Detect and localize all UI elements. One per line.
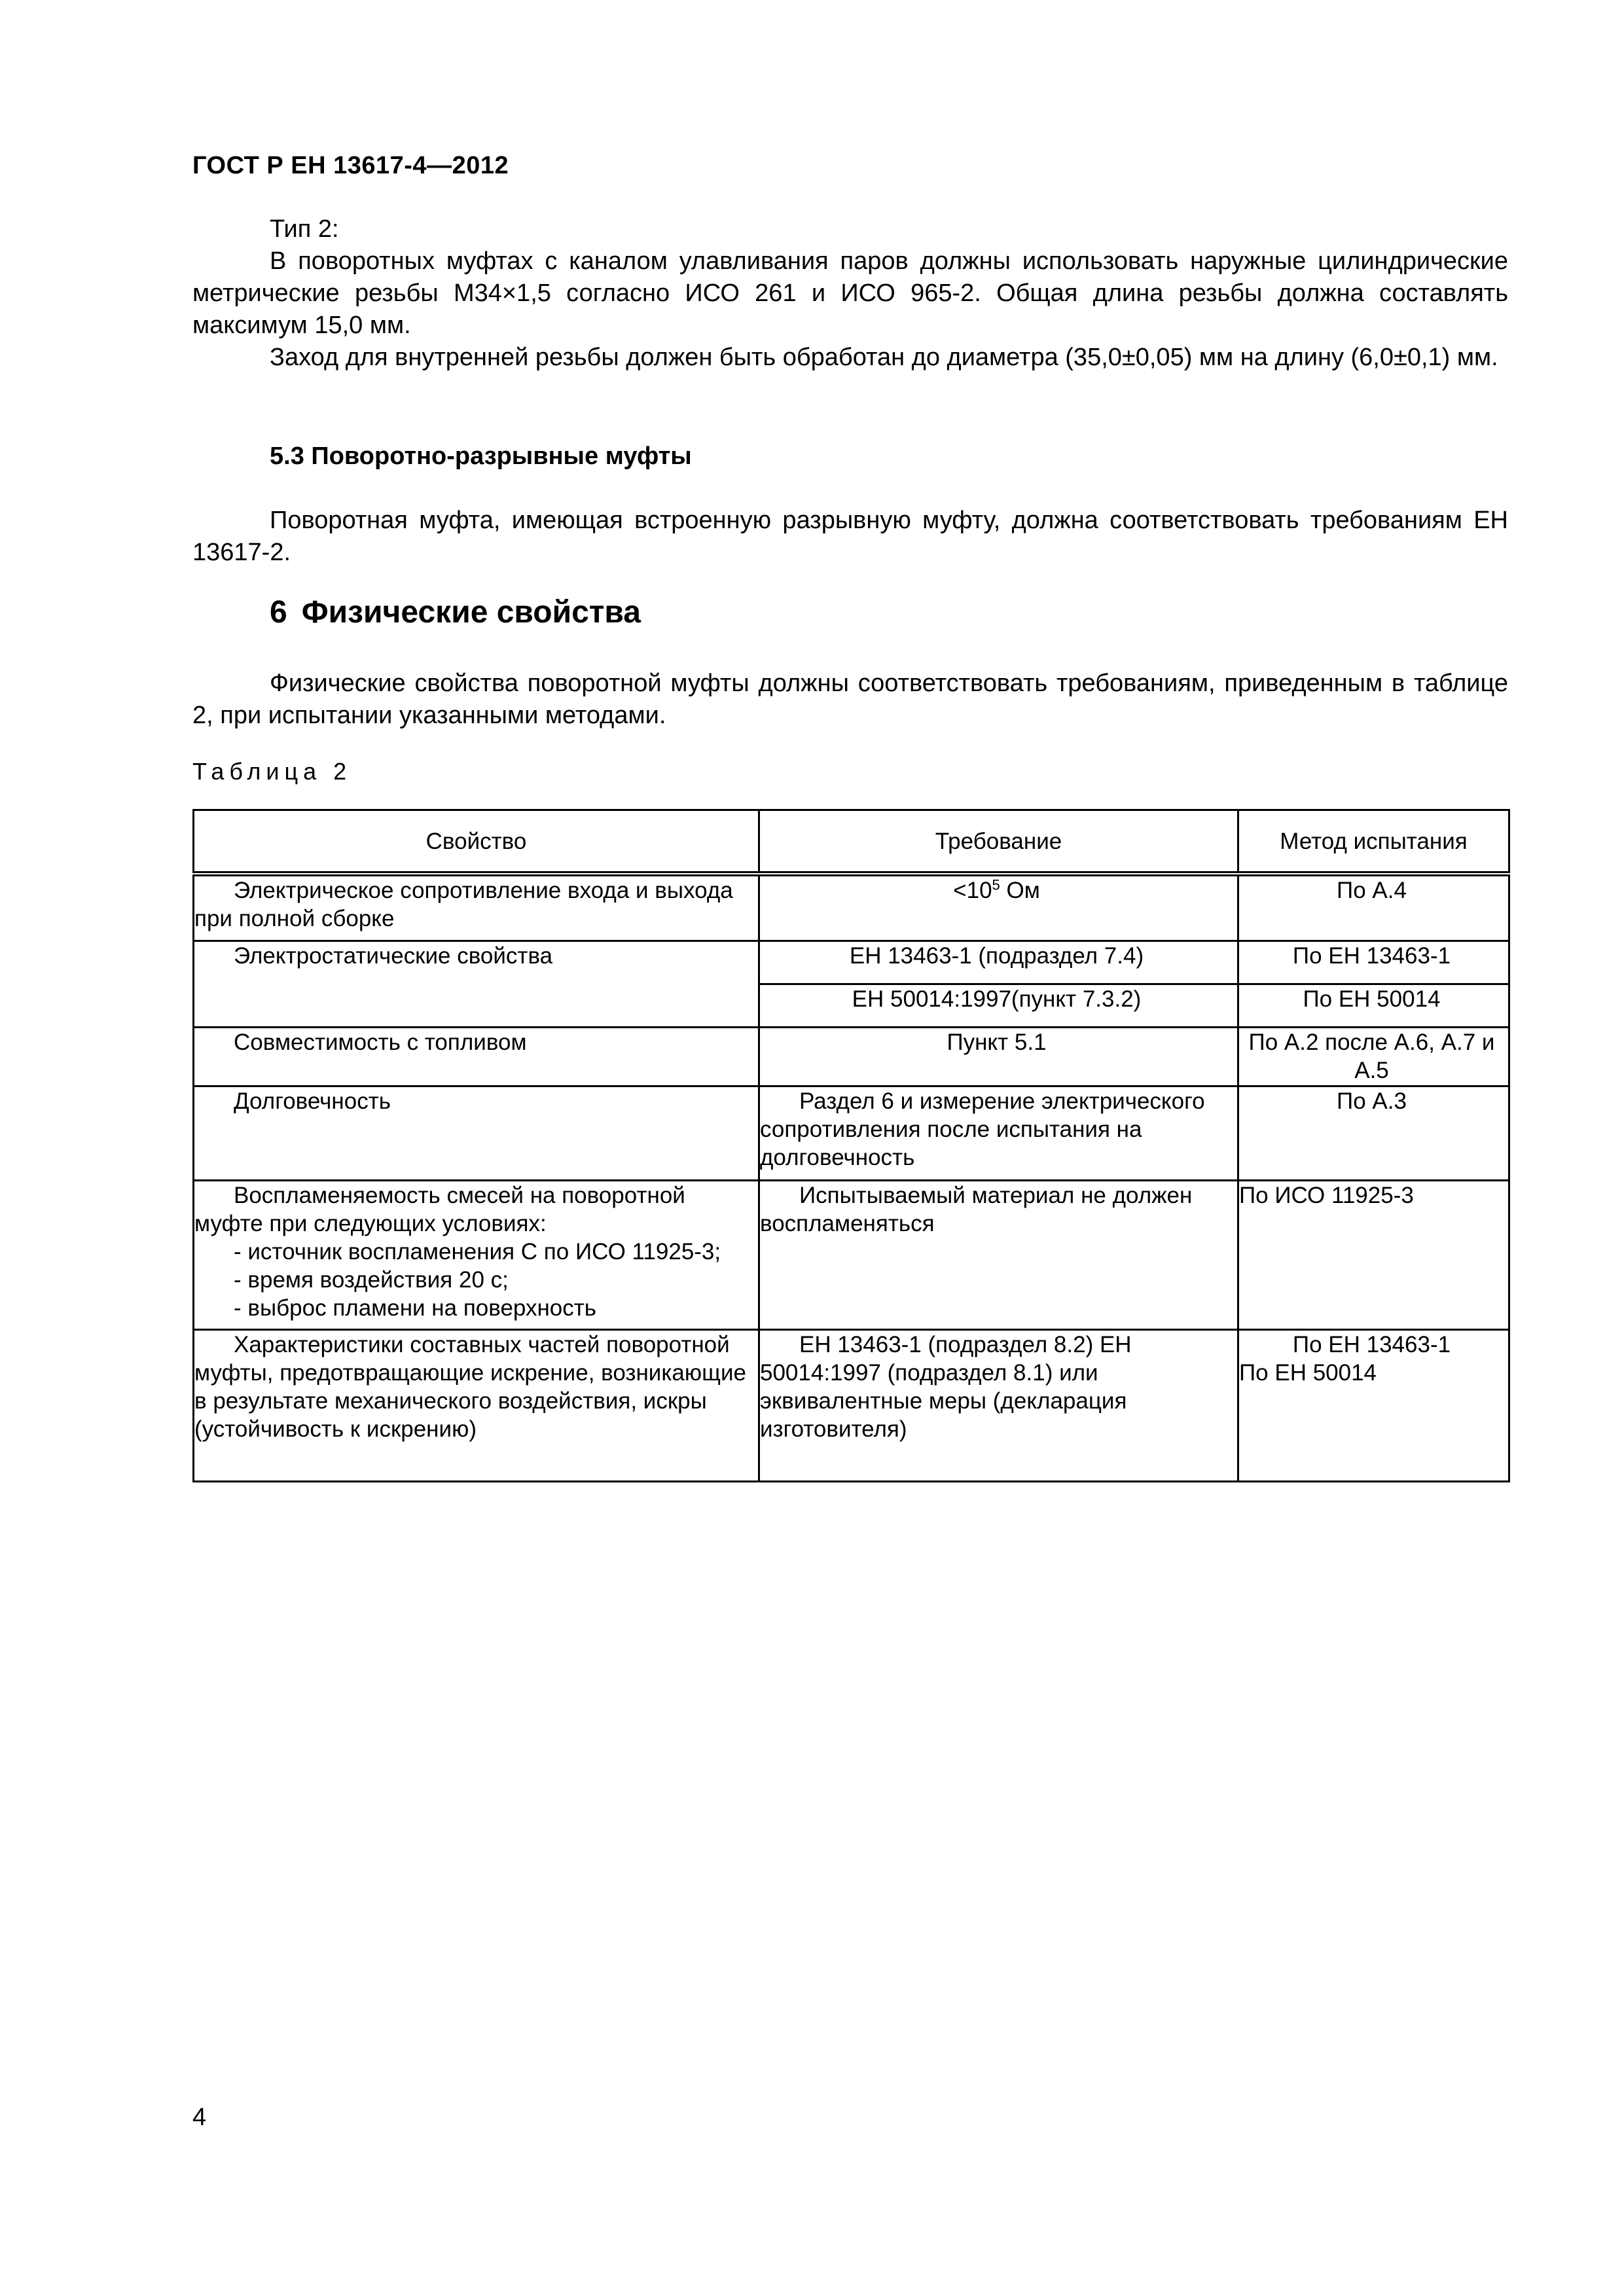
- paragraph-thread-spec: В поворотных муфтах с каналом улавливания паров должны использовать наружные цилиндрические метрические резьбы М34×1,5 согласно ИСО 261 и ИСО 965-2. Общая длина резьбы должна составлять максимум 15,0 мм.: [192, 247, 1508, 339]
- cell-property: [194, 1180, 759, 1329]
- cell-method: По А.2 после А.6, А.7 и А.5: [1238, 1027, 1509, 1086]
- page-number: 4: [192, 2104, 207, 2131]
- cell-property: Долговечность: [194, 1086, 759, 1180]
- table-caption: Таблица 2: [192, 758, 352, 785]
- section-5-3-heading: 5.3 Поворотно-разрывные муфты: [270, 442, 692, 470]
- table-row: [194, 1027, 1509, 1086]
- properties-table: [192, 809, 1510, 1482]
- section-6-text: [192, 668, 1508, 732]
- table-row: [194, 1086, 1509, 1180]
- req-exponent: 5: [992, 876, 1000, 893]
- type-2-label: Тип 2:: [270, 215, 339, 243]
- header-property: Свойство: [194, 810, 759, 874]
- condition-flame: - выброс пламени на поверхность: [234, 1295, 597, 1321]
- header-requirement: Требование: [759, 810, 1238, 874]
- table-row: [194, 1180, 1509, 1329]
- table-header-row: [194, 810, 1509, 874]
- section-5-2-text: [192, 213, 1508, 374]
- cell-requirement: ЕН 13463-1 (подраздел 8.2) ЕН 50014:1997 (подраздел 8.1) или эквивалентные меры (декларация изготовителя): [759, 1329, 1238, 1481]
- cell-method: По ИСО 11925-3: [1238, 1180, 1509, 1329]
- cell-method: По А.4: [1238, 874, 1509, 941]
- condition-exposure: - время воздействия 20 с;: [234, 1266, 509, 1293]
- section-5-3-text: [192, 505, 1508, 569]
- cell-property: Совместимость с топливом: [194, 1027, 759, 1086]
- document-code: ГОСТ Р ЕН 13617-4—2012: [192, 152, 509, 179]
- req-prefix: <10: [953, 878, 992, 903]
- method-50014: По ЕН 50014: [1239, 1359, 1377, 1386]
- section-number: 6: [270, 595, 287, 630]
- cell-requirement: [759, 874, 1238, 941]
- cell-requirement: ЕН 13463-1 (подраздел 7.4): [759, 941, 1238, 984]
- paragraph-physical-properties: Физические свойства поворотной муфты должны соответствовать требованиям, приведенным в таблице 2, при испытании указанными методами.: [192, 670, 1508, 729]
- cell-requirement: Раздел 6 и измерение электрического сопротивления после испытания на долговечность: [759, 1086, 1238, 1180]
- paragraph-breakaway: Поворотная муфта, имеющая встроенную разрывную муфту, должна соответствовать требованиям ЕН 13617-2.: [192, 507, 1508, 566]
- cell-requirement: ЕН 50014:1997(пункт 7.3.2): [759, 984, 1238, 1027]
- condition-ignition: - источник воспламенения С по ИСО 11925-3;: [234, 1238, 721, 1265]
- req-suffix: Ом: [1000, 878, 1040, 903]
- table-row: [194, 874, 1509, 941]
- method-13463: По ЕН 13463-1: [1292, 1331, 1451, 1357]
- table-row: [194, 941, 1509, 984]
- table-row: [194, 1329, 1509, 1481]
- cell-method: По ЕН 13463-1: [1238, 941, 1509, 984]
- cell-method: [1238, 1329, 1509, 1481]
- section-6-heading: [270, 594, 641, 630]
- cell-method: По А.3: [1238, 1086, 1509, 1180]
- paragraph-internal-thread: Заход для внутренней резьбы должен быть обработан до диаметра (35,0±0,05) мм на длину (6,0±0,1) мм.: [270, 344, 1498, 371]
- section-title: Физические свойства: [301, 595, 641, 630]
- cell-property: Электрическое сопротивление входа и выхода при полной сборке: [194, 874, 759, 941]
- cell-requirement: Пункт 5.1: [759, 1027, 1238, 1086]
- cell-property: Электростатические свойства: [194, 941, 759, 1027]
- cell-method: По ЕН 50014: [1238, 984, 1509, 1027]
- cell-property: Характеристики составных частей поворотной муфты, предотвращающие искрение, возникающие в результате механического воздействия, искры (устойчивость к искрению): [194, 1329, 759, 1481]
- header-test-method: Метод испытания: [1238, 810, 1509, 874]
- flammability-intro: Воспламеняемость смесей на поворотной муфте при следующих условиях:: [194, 1182, 685, 1236]
- cell-requirement: Испытываемый материал не должен воспламеняться: [759, 1180, 1238, 1329]
